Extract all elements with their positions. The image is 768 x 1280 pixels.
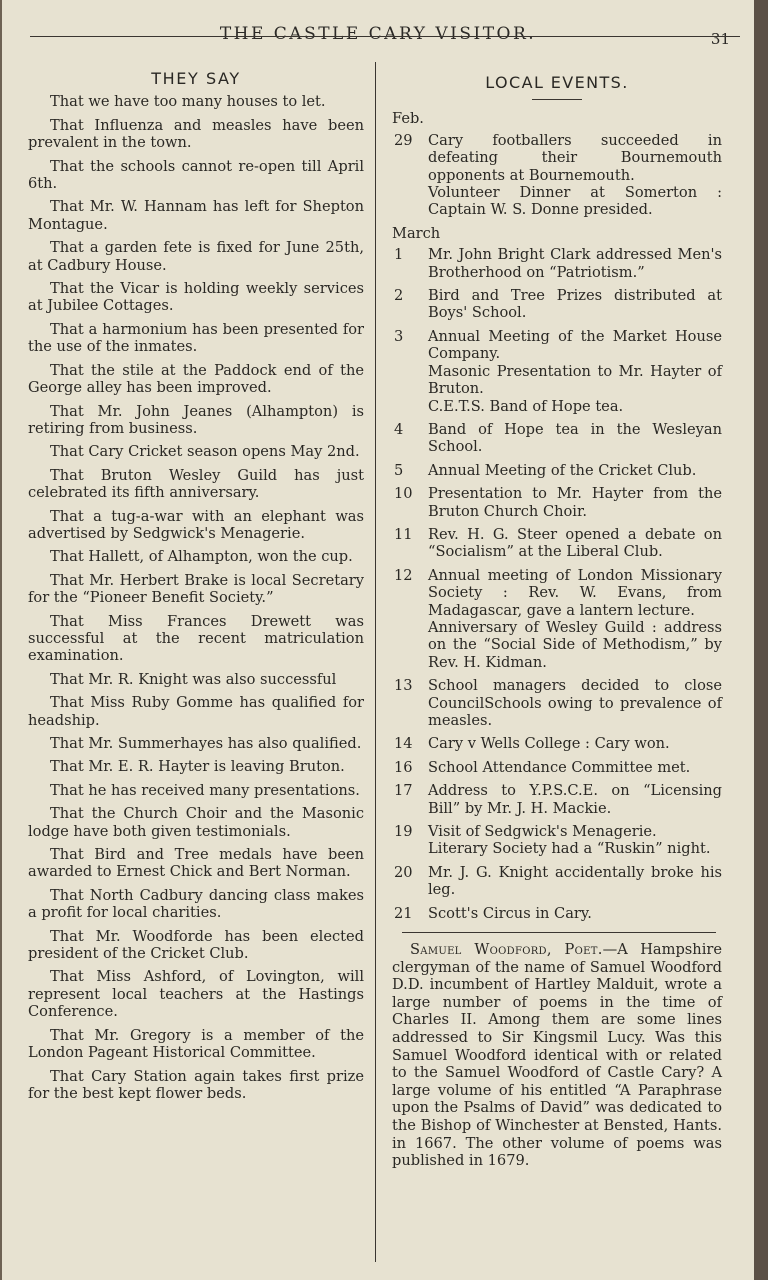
event-line: Annual Meeting of the Cricket Club.: [428, 461, 697, 479]
event-line: Mr. John Bright Clark addressed Men's Brotherhood on “Patriotism.”: [428, 246, 722, 281]
event-day: 16: [394, 758, 413, 776]
they-say-item: That North Cadbury dancing class makes a profit for local charities.: [28, 886, 364, 922]
event-line: Anniversary of Wesley Guild : address on the “Social Side of Methodism,” by Rev. H. Kidman.: [428, 618, 722, 671]
event-line: Band of Hope tea in the Wesleyan School.: [428, 420, 722, 456]
event-description: [428, 485, 722, 520]
event-day: 17: [394, 782, 413, 800]
they-say-item: That we have too many houses to let.: [50, 93, 326, 111]
publication-title: THE CASTLE CARY VISITOR.: [219, 24, 537, 44]
they-say-item: That Mr. W. Hannam has left for Shepton Montague.: [28, 198, 364, 233]
they-say-item: That Bruton Wesley Guild has just celebrated its fifth anniversary.: [28, 466, 364, 502]
event-entry: [392, 328, 722, 415]
event-entry: [392, 864, 722, 899]
event-description: [428, 328, 722, 415]
they-say-item: That Miss Ashford, of Lovington, will represent local teachers at the Hastings Conference.: [28, 968, 364, 1021]
event-day: 14: [394, 735, 413, 753]
event-line: School Attendance Committee met.: [428, 758, 691, 776]
event-description: [428, 735, 722, 752]
they-say-column: [28, 70, 364, 1108]
event-description: [428, 782, 722, 817]
header-rule: [30, 36, 740, 37]
they-say-item: That the stile at the Paddock end of the George alley has been improved.: [28, 361, 364, 397]
local-events-heading: LOCAL EVENTS.: [485, 73, 629, 92]
they-say-item: That Mr. Gregory is a member of the London Pageant Historical Committee.: [28, 1026, 364, 1062]
event-entry: [392, 905, 722, 922]
event-description: [428, 246, 722, 281]
month-label: March: [392, 224, 441, 242]
event-entry: [392, 823, 722, 858]
event-day: 5: [394, 461, 404, 479]
event-description: [428, 567, 722, 671]
event-day: 20: [394, 863, 413, 881]
event-entry: [392, 246, 722, 281]
event-description: [428, 132, 722, 219]
column-divider: [375, 62, 376, 1262]
events-list: [392, 110, 722, 922]
event-line: School managers decided to close CouncilSchools owing to prevalence of measles.: [428, 677, 722, 729]
note-text: —A Hampshire clergyman of the name of Samuel Woodford D.D. incumbent of Hartley Malduit, wrote a large number of poems in the time of Charles II. Among them are some lines addressed to Sir Kingsmil Lucy. Was this Samuel Woodford identical with or related to the Samuel Woodford of Castle Cary? A large volume of his entitled “A Paraphrase upon the Psalms of David” was dedicated to the Bishop of Winchester at Bensted, Hants. in 1667. The other volume of poems was published in 1679.: [392, 941, 722, 1170]
event-entry: [392, 735, 722, 752]
note-rule: [402, 932, 716, 933]
event-day: 29: [394, 131, 413, 149]
event-description: [428, 287, 722, 322]
they-say-item: That Miss Ruby Gomme has qualified for headship.: [28, 694, 364, 729]
event-line: Annual meeting of London Missionary Society : Rev. W. Evans, from Madagascar, gave a lantern lecture.: [428, 566, 722, 619]
woodford-note: [392, 941, 722, 1170]
they-say-item: That Hallett, of Alhampton, won the cup.: [50, 548, 353, 566]
event-line: Rev. H. G. Steer opened a debate on “Socialism” at the Liberal Club.: [428, 525, 722, 561]
event-entry: [392, 462, 722, 479]
event-line: Scott's Circus in Cary.: [428, 904, 592, 922]
event-entry: [392, 567, 722, 671]
event-description: [428, 526, 722, 561]
they-say-item: That Miss Frances Drewett was successful at the recent matriculation examination.: [28, 612, 364, 665]
event-line: Address to Y.P.S.C.E. on “Licensing Bill” by Mr. J. H. Mackie.: [428, 782, 722, 817]
they-say-item: That Mr. E. R. Hayter is leaving Bruton.: [50, 758, 345, 776]
event-line: Bird and Tree Prizes distributed at Boys' School.: [428, 287, 722, 322]
they-say-item: That Mr. Woodforde has been elected president of the Cricket Club.: [28, 927, 364, 963]
local-events-column: [392, 74, 722, 1170]
event-description: [428, 759, 722, 776]
event-description: [428, 823, 722, 858]
event-day: 12: [394, 566, 413, 584]
event-day: 1: [394, 246, 404, 264]
page-header: [2, 24, 754, 56]
event-day: 19: [394, 823, 413, 841]
they-say-list: [28, 93, 364, 1102]
book-edge: [754, 0, 768, 1280]
event-entry: [392, 287, 722, 322]
event-description: [428, 421, 722, 456]
event-line: Volunteer Dinner at Somerton : Captain W. S. Donne presided.: [428, 184, 722, 219]
event-day: 11: [394, 525, 413, 543]
event-line: Visit of Sedgwick's Menagerie.: [428, 823, 657, 841]
note-title: Samuel Woodford, Poet.: [410, 941, 603, 959]
event-entry: [392, 132, 722, 219]
event-line: Cary v Wells College : Cary won.: [428, 735, 670, 753]
event-line: Presentation to Mr. Hayter from the Bruton Church Choir.: [428, 485, 722, 520]
they-say-item: That the Church Choir and the Masonic lodge have both given testimonials.: [28, 805, 364, 840]
event-entry: [392, 421, 722, 456]
event-entry: [392, 526, 722, 561]
event-entry: [392, 782, 722, 817]
event-line: Literary Society had a “Ruskin” night.: [428, 840, 711, 858]
they-say-item: That Mr. Summerhayes has also qualified.: [50, 735, 362, 752]
they-say-item: That a garden fete is fixed for June 25th, at Cadbury House.: [28, 239, 364, 274]
they-say-item: That Bird and Tree medals have been awarded to Ernest Chick and Bert Norman.: [28, 846, 364, 881]
they-say-item: That Mr. R. Knight was also successful: [50, 670, 337, 688]
event-description: [428, 864, 722, 899]
they-say-item: That he has received many presentations.: [50, 781, 360, 799]
they-say-item: That a harmonium has been presented for the use of the inmates.: [28, 320, 364, 356]
event-day: 10: [394, 485, 413, 503]
event-line: C.E.T.S. Band of Hope tea.: [428, 397, 624, 415]
event-description: [428, 905, 722, 922]
event-entry: [392, 485, 722, 520]
event-day: 21: [394, 904, 413, 922]
they-say-item: That Mr. Herbert Brake is local Secretary for the “Pioneer Benefit Society.”: [28, 571, 364, 607]
they-say-item: That a tug-a-war with an elephant was advertised by Sedgwick's Menagerie.: [28, 507, 364, 542]
page-number: 31: [710, 30, 730, 48]
they-say-heading: THEY SAY: [151, 69, 241, 88]
they-say-item: That Cary Cricket season opens May 2nd.: [50, 443, 360, 461]
heading-rule: [532, 99, 582, 100]
event-line: Annual Meeting of the Market House Company.: [428, 327, 722, 363]
event-description: [428, 677, 722, 729]
event-line: Masonic Presentation to Mr. Hayter of Bruton.: [428, 362, 722, 398]
they-say-item: That Influenza and measles have been prevalent in the town.: [28, 116, 364, 152]
they-say-item: That the Vicar is holding weekly services at Jubilee Cottages.: [28, 280, 364, 315]
event-entry: [392, 759, 722, 776]
they-say-item: That Mr. John Jeanes (Alhampton) is retiring from business.: [28, 402, 364, 437]
month-label: Feb.: [392, 110, 424, 128]
event-line: Cary footballers succeeded in defeating their Bournemouth opponents at Bournemouth.: [428, 131, 722, 184]
they-say-item: That the schools cannot re-open till April 6th.: [28, 157, 364, 193]
event-day: 3: [394, 327, 404, 345]
event-line: Mr. J. G. Knight accidentally broke his leg.: [428, 863, 722, 899]
event-day: 4: [394, 420, 404, 438]
event-day: 2: [394, 287, 404, 305]
they-say-item: That Cary Station again takes first prize for the best kept flower beds.: [28, 1067, 364, 1102]
event-entry: [392, 677, 722, 729]
page: [2, 0, 754, 1280]
event-description: [428, 462, 722, 479]
event-day: 13: [394, 677, 413, 695]
